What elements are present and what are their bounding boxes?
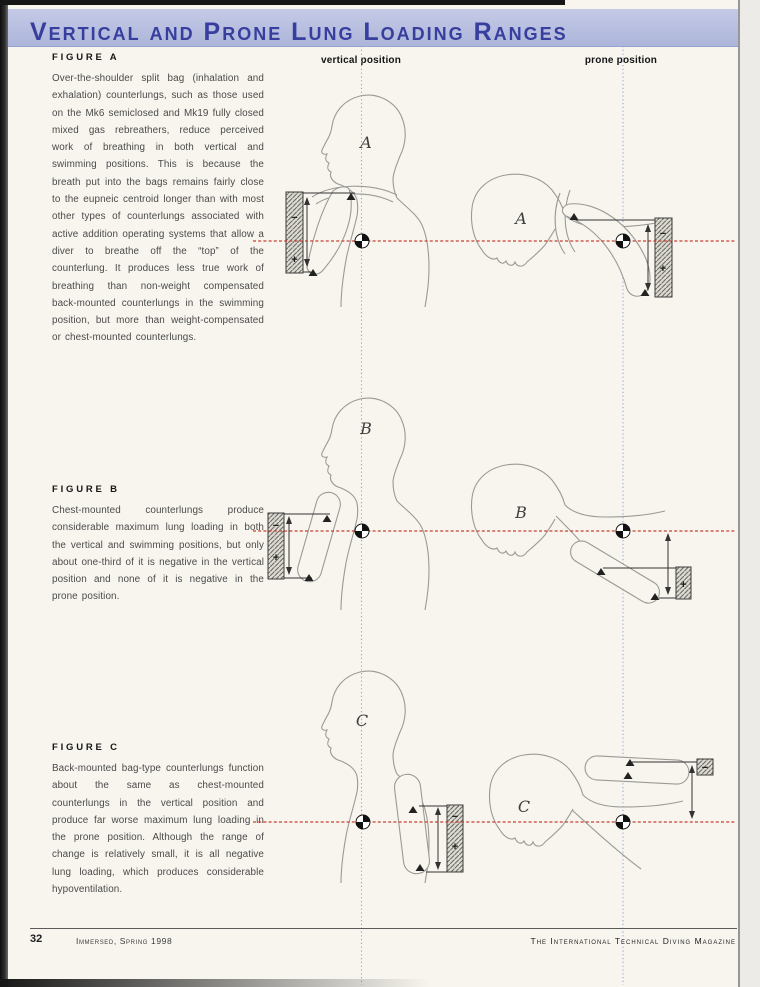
diagram-figure-c-vertical bbox=[322, 671, 463, 883]
diver-head-outline bbox=[471, 464, 665, 556]
column-label-vertical: vertical position bbox=[320, 55, 402, 66]
diagram-figure-a-prone bbox=[471, 174, 672, 297]
counterlung-bag bbox=[566, 537, 663, 607]
negative-sign-label: − bbox=[659, 228, 667, 240]
footer-magazine-issue: Immersed, Spring 1998 bbox=[76, 936, 173, 946]
positive-sign-label: + bbox=[680, 579, 687, 591]
positive-sign-label: + bbox=[451, 841, 459, 853]
counterlung-bag bbox=[393, 773, 431, 875]
positive-sign-label: + bbox=[272, 552, 280, 564]
center-of-gravity-icon bbox=[616, 234, 630, 248]
footer-magazine-tagline: The International Technical Diving Magazine bbox=[530, 936, 736, 946]
figure-label: C bbox=[355, 711, 369, 730]
figure-label: A bbox=[360, 133, 372, 152]
positive-sign-label: + bbox=[659, 263, 667, 275]
counterlung-bag bbox=[295, 489, 343, 584]
negative-sign-label: − bbox=[291, 212, 298, 224]
footer-divider bbox=[30, 928, 737, 929]
counterlung-bag bbox=[307, 187, 351, 274]
negative-sign-label: − bbox=[451, 811, 459, 823]
center-of-gravity-icon bbox=[355, 234, 369, 248]
center-of-gravity-icon bbox=[355, 524, 369, 538]
diagram-figure-b-vertical bbox=[268, 398, 429, 610]
negative-sign-label: − bbox=[701, 762, 709, 774]
figure-label: B bbox=[360, 419, 372, 438]
positive-sign-label: + bbox=[291, 254, 298, 266]
figure-label: A bbox=[515, 209, 527, 228]
scan-top-edge bbox=[0, 0, 565, 5]
torso-line bbox=[572, 810, 641, 869]
center-of-gravity-icon bbox=[616, 815, 630, 829]
negative-sign-label: − bbox=[272, 520, 280, 532]
figure-b-heading: FIGURE B bbox=[52, 484, 120, 495]
counterlung-bag bbox=[584, 755, 689, 784]
center-of-gravity-icon bbox=[356, 815, 370, 829]
diagram-figure-a-vertical bbox=[286, 95, 429, 307]
figure-label: B bbox=[515, 503, 527, 522]
figure-label: C bbox=[517, 797, 531, 816]
page-title: Vertical and Prone Lung Loading Ranges bbox=[30, 18, 568, 46]
scan-bottom-edge bbox=[0, 979, 430, 987]
figure-c-heading: FIGURE C bbox=[52, 742, 120, 753]
figure-c-body: Back-mounted bag-type counterlungs function about the same as chest-mounted counterlungs in the vertical position and produce far worse maximum lung loading in the prone position. Although the range of change is relatively small, it is all negative lung loading, which produces considerable hypoventilation. bbox=[52, 763, 264, 896]
figure-b-body: Chest-mounted counterlungs produce considerable maximum lung loading in both the vertical and swimming positions, but only about one-third of it is negative in the vertical position and none of it is negative in the prone position. bbox=[52, 505, 264, 603]
figure-a-heading: FIGURE A bbox=[52, 52, 120, 63]
diagram-figure-c-prone bbox=[489, 754, 713, 869]
column-label-prone: prone position bbox=[584, 55, 658, 66]
scan-left-edge bbox=[0, 0, 8, 987]
page-number: 32 bbox=[30, 933, 43, 945]
center-of-gravity-icon bbox=[616, 524, 630, 538]
diagram-figure-b-prone bbox=[471, 464, 691, 607]
figure-a-body: Over-the-shoulder split bag (inhalation and exhalation) counterlungs, such as those used on the Mk6 semiclosed and Mk19 fully closed mixed gas rebreathers, reduce perceived work of breathing in both vertical and swimming positions. This is because the breath put into the bags remains fairly close to the eupneic centroid longer than with most other types of counterlungs associated with active addition operating systems that allow a diver to breathe off the “top” of the counterlung. It produces less true work of breathing than non-weight compensated back-mounted counterlungs in the swimming position, but more than weight-compensated or chest-mounted counterlungs. bbox=[52, 73, 264, 344]
